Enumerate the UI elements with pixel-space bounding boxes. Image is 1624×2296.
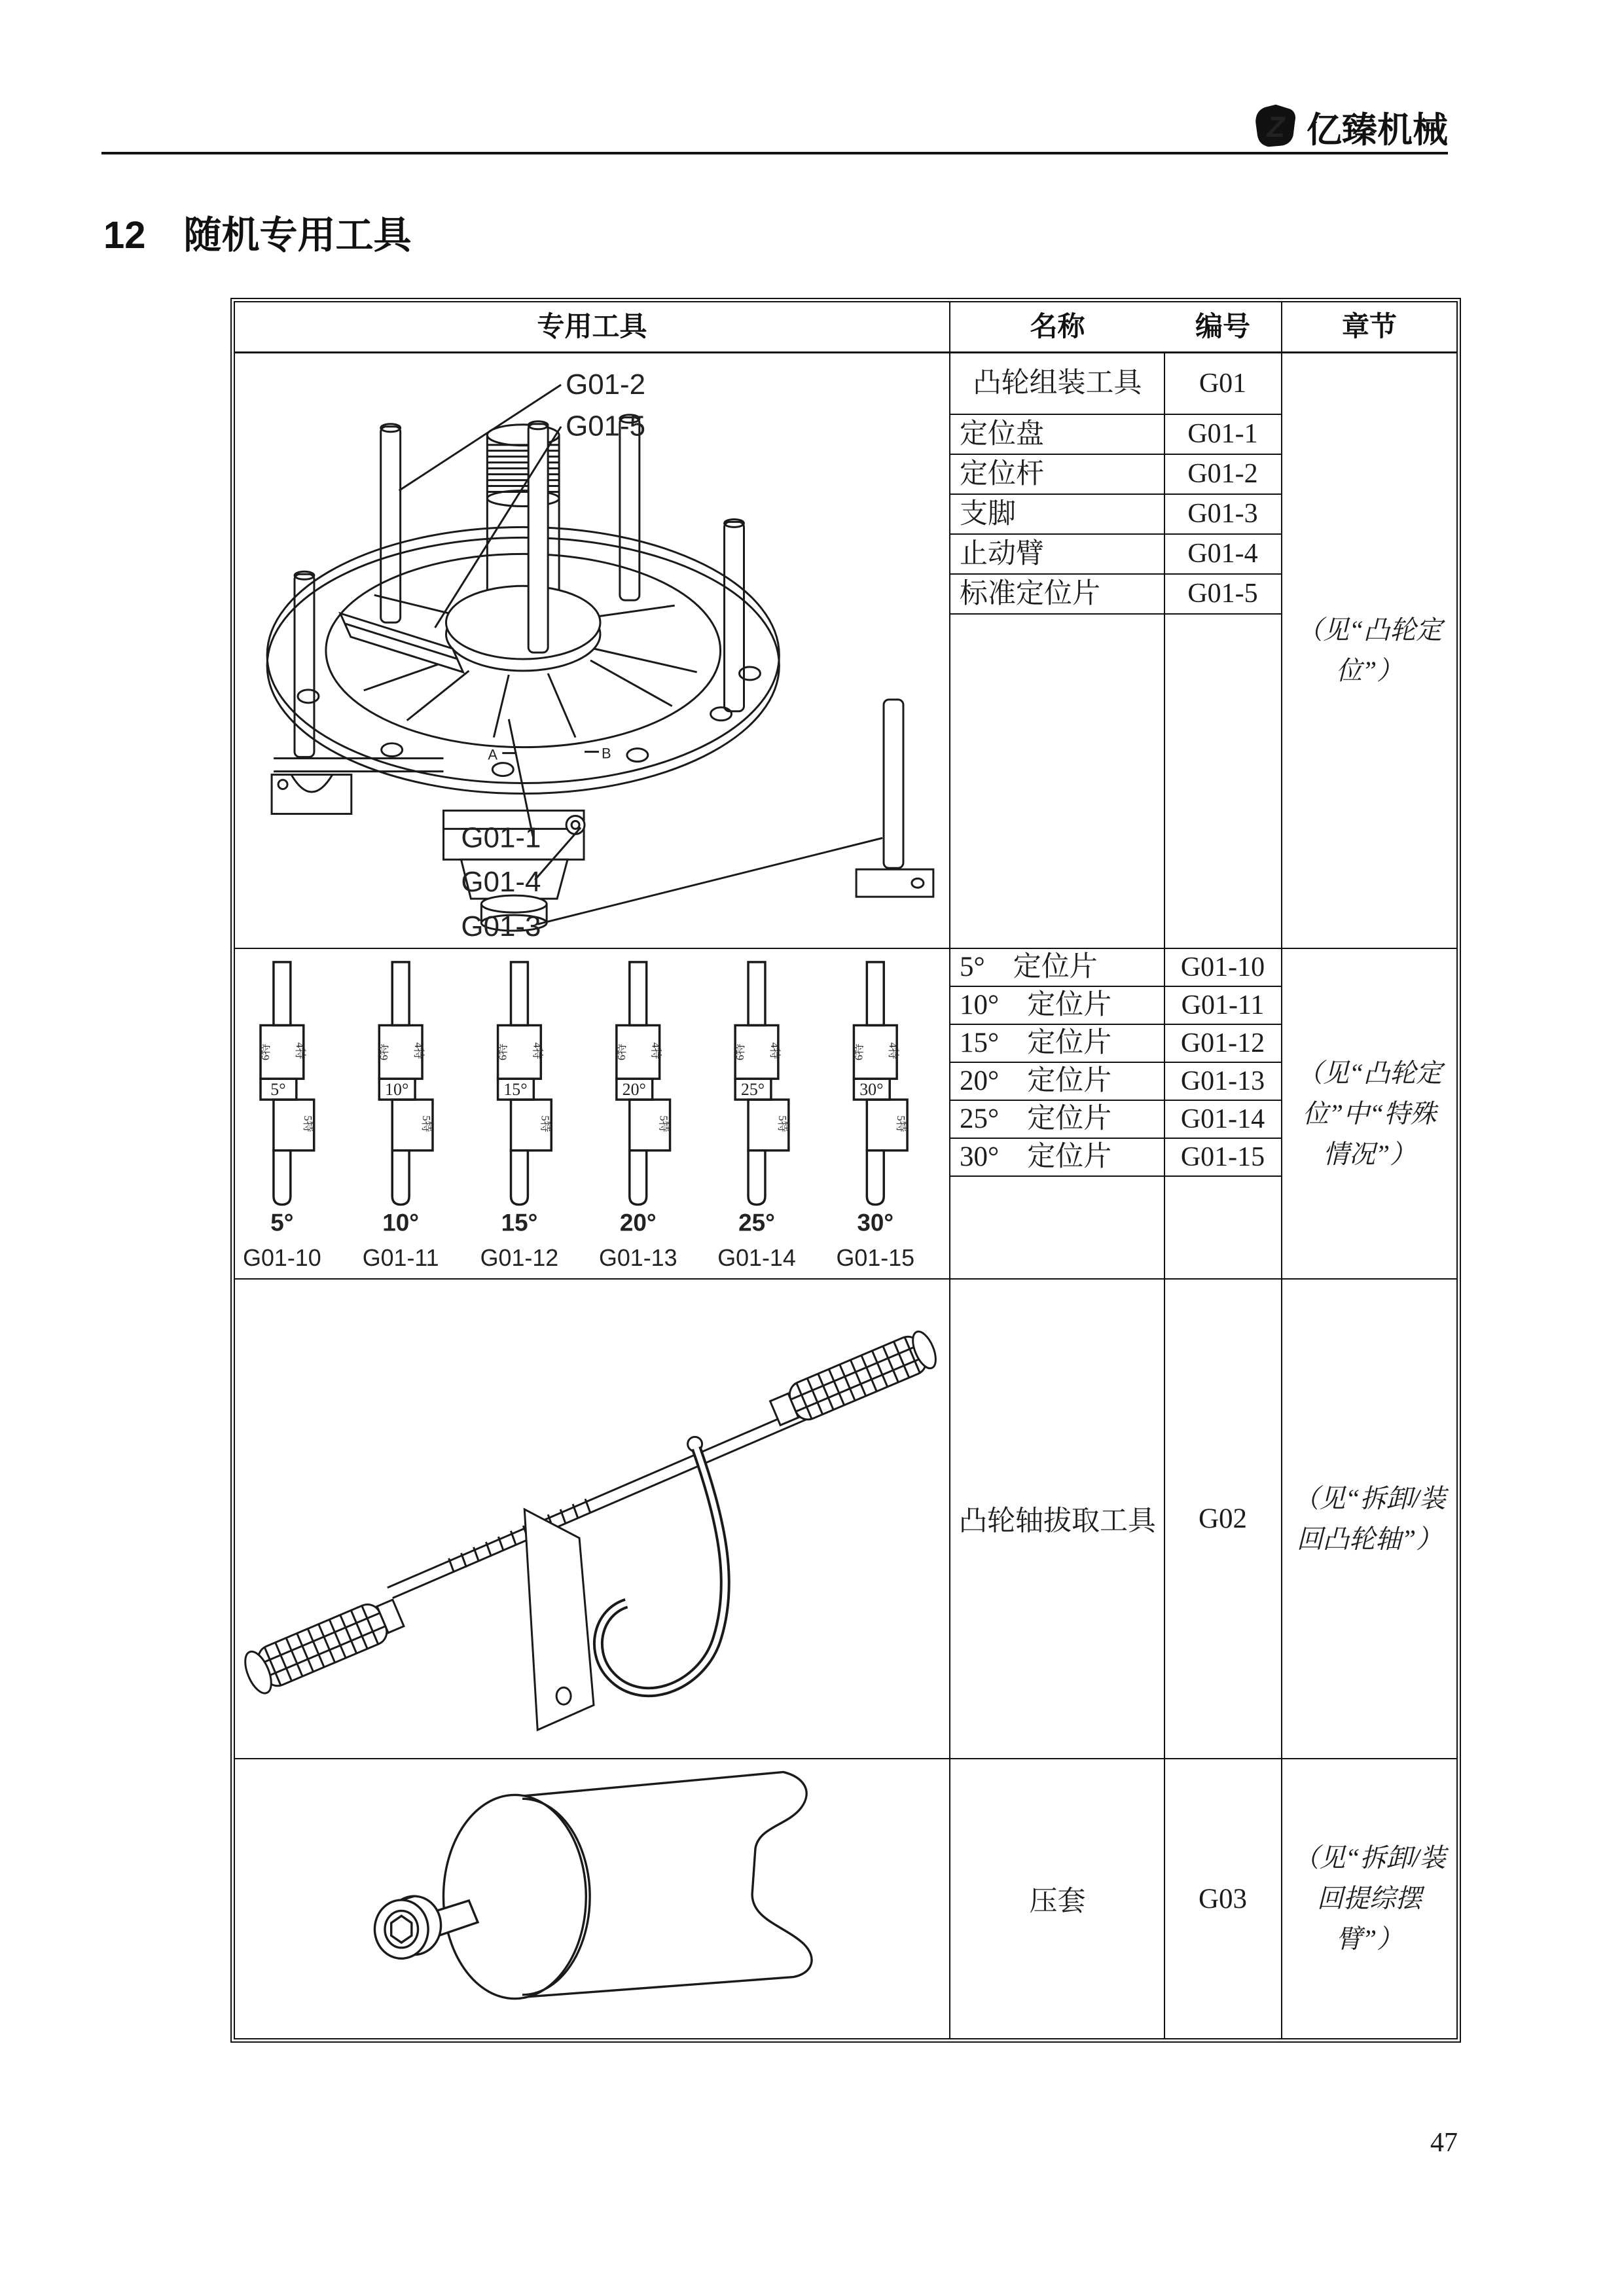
gauge-side-mark: 5特 xyxy=(420,1115,433,1132)
gauge-side-mark: 6特 xyxy=(615,1043,628,1061)
column-divider xyxy=(1164,353,1165,948)
tool-number: G01-2 xyxy=(1187,459,1258,489)
tool-number: G01-12 xyxy=(1180,1028,1265,1058)
tool-name: 压套 xyxy=(1029,1886,1086,1917)
tool-group-number: G01 xyxy=(1199,368,1247,399)
gauge-degree-label: 15° xyxy=(501,1209,538,1236)
gauge-band-label: 10° xyxy=(385,1080,409,1100)
cam-assembly-tool-drawing xyxy=(235,353,950,948)
table-row-group xyxy=(950,353,1281,415)
gauge-side-mark: 5特 xyxy=(539,1115,552,1132)
diagram-mark-a: A xyxy=(488,746,497,763)
section-camshaft-puller xyxy=(235,1280,1456,1759)
name-number-column xyxy=(950,353,1281,615)
gauge-degree-label: 20° xyxy=(619,1209,657,1236)
gauge-band-label: 25° xyxy=(740,1080,765,1100)
tool-name: 20° 定位片 xyxy=(960,1066,1112,1096)
brand-name: 亿臻机械 xyxy=(1307,110,1448,150)
table-row xyxy=(950,415,1281,455)
gauge-side-mark: 6特 xyxy=(259,1043,272,1061)
press-sleeve-drawing xyxy=(235,1759,950,2038)
gauge-side-mark: 6特 xyxy=(734,1043,747,1061)
section-cam-assembly xyxy=(235,353,1456,949)
diagram-label-g01-3: G01-3 xyxy=(461,910,541,943)
tool-name: 支脚 xyxy=(960,499,1016,529)
tool-number: G01-13 xyxy=(1180,1066,1265,1096)
header-number: 编号 xyxy=(1195,311,1250,342)
header-rule xyxy=(101,152,1448,154)
gauge-code-label: G01-15 xyxy=(836,1245,915,1272)
gauge-code-label: G01-12 xyxy=(480,1245,559,1272)
tool-name: 10° 定位片 xyxy=(960,990,1112,1020)
tool-name: 定位盘 xyxy=(960,419,1044,450)
chapter-note: （见“拆卸/装回提综摆臂”） xyxy=(1281,1759,1456,2038)
tool-name: 凸轮轴拔取工具 xyxy=(959,1506,1156,1537)
tool-name: 5° 定位片 xyxy=(960,952,1098,982)
table-row xyxy=(950,1139,1281,1177)
tool-number: G01-4 xyxy=(1187,539,1258,569)
tool-number: G03 xyxy=(1198,1883,1248,1914)
gauge-side-mark: 4特 xyxy=(649,1042,662,1060)
diagram-mark-b: B xyxy=(601,745,611,762)
table-header-row xyxy=(235,302,1456,353)
gauge-side-mark: 6特 xyxy=(378,1043,391,1061)
tool-name: 25° 定位片 xyxy=(960,1103,1112,1134)
table-row xyxy=(950,1101,1281,1139)
diagram-label-g01-1: G01-1 xyxy=(461,821,541,854)
gauge-degree-label: 5° xyxy=(270,1209,294,1236)
table-row xyxy=(950,987,1281,1025)
gauge-degree-label: 30° xyxy=(857,1209,894,1236)
tool-number: G01-15 xyxy=(1180,1142,1265,1172)
gauge-band-label: 20° xyxy=(622,1080,646,1100)
tool-name: 15° 定位片 xyxy=(960,1028,1112,1058)
degree-gauges-drawing xyxy=(235,949,950,1278)
gauge-side-mark: 4特 xyxy=(887,1042,900,1060)
page-title: 12 随机专用工具 xyxy=(103,214,412,257)
gauge-degree-label: 10° xyxy=(382,1209,420,1236)
table-row xyxy=(950,535,1281,575)
gauge-side-mark: 6特 xyxy=(852,1043,865,1061)
column-divider xyxy=(1164,949,1165,1278)
tool-number: G01-10 xyxy=(1180,952,1265,982)
tool-group-name: 凸轮组装工具 xyxy=(973,368,1142,399)
brand-logo-icon xyxy=(1253,103,1299,152)
gauge-side-mark: 4特 xyxy=(531,1042,544,1060)
page-number: 47 xyxy=(1430,2128,1458,2158)
header-chapter: 章节 xyxy=(1281,302,1456,351)
tool-number: G01-14 xyxy=(1180,1104,1265,1134)
gauge-code-label: G01-14 xyxy=(717,1245,796,1272)
table-row xyxy=(950,495,1281,535)
header-tool: 专用工具 xyxy=(235,302,950,351)
column-divider xyxy=(1164,1280,1165,1758)
tool-number: G01-11 xyxy=(1181,990,1265,1020)
tool-name: 30° 定位片 xyxy=(960,1141,1112,1172)
gauge-band-label: 30° xyxy=(859,1080,884,1100)
gauge-code-label: G01-11 xyxy=(362,1245,439,1272)
gauge-side-mark: 6特 xyxy=(496,1043,509,1061)
table-row xyxy=(950,1025,1281,1063)
table-row xyxy=(950,455,1281,495)
gauge-side-mark: 5特 xyxy=(776,1115,789,1132)
column-divider xyxy=(1164,1759,1165,2038)
tool-name: 标准定位片 xyxy=(960,579,1100,609)
tool-name: 定位杆 xyxy=(960,459,1044,490)
svg-text:Z: Z xyxy=(1267,110,1285,143)
table-row xyxy=(950,949,1281,987)
chapter-note: （见“拆卸/装回凸轮轴”） xyxy=(1281,1280,1456,1758)
header-name: 名称 xyxy=(1030,311,1085,342)
tool-number: G01-5 xyxy=(1187,579,1258,609)
tool-name: 止动臂 xyxy=(960,539,1044,569)
gauge-side-mark: 5特 xyxy=(301,1115,314,1132)
table-row xyxy=(950,575,1281,615)
gauge-side-mark: 4特 xyxy=(768,1042,781,1060)
tool-number: G01-3 xyxy=(1187,499,1258,529)
gauge-side-mark: 5特 xyxy=(657,1115,670,1132)
camshaft-puller-drawing xyxy=(235,1280,950,1758)
gauge-code-label: G01-13 xyxy=(598,1245,677,1272)
gauge-side-mark: 4特 xyxy=(412,1042,425,1060)
gauge-side-mark: 5特 xyxy=(895,1115,908,1132)
section-degree-gauges xyxy=(235,949,1456,1280)
diagram-label-g01-4: G01-4 xyxy=(461,866,541,899)
gauge-band-label: 15° xyxy=(503,1080,528,1100)
section-press-sleeve xyxy=(235,1759,1456,2038)
name-number-column xyxy=(950,949,1281,1177)
gauge-band-label: 5° xyxy=(270,1080,286,1100)
tool-number: G02 xyxy=(1198,1503,1248,1534)
gauge-degree-label: 25° xyxy=(738,1209,775,1236)
special-tools-table xyxy=(230,298,1461,2043)
chapter-note: （见“凸轮定位”） xyxy=(1281,353,1456,948)
tool-number: G01-1 xyxy=(1187,419,1258,449)
diagram-label-g01-2: G01-2 xyxy=(566,368,646,401)
diagram-label-g01-5: G01-5 xyxy=(566,410,646,442)
table-row xyxy=(950,1063,1281,1101)
gauge-side-mark: 4特 xyxy=(293,1042,306,1060)
gauge-code-label: G01-10 xyxy=(243,1245,321,1272)
chapter-note: （见“凸轮定位”中“特殊情况”） xyxy=(1281,949,1456,1278)
brand xyxy=(1172,103,1448,151)
